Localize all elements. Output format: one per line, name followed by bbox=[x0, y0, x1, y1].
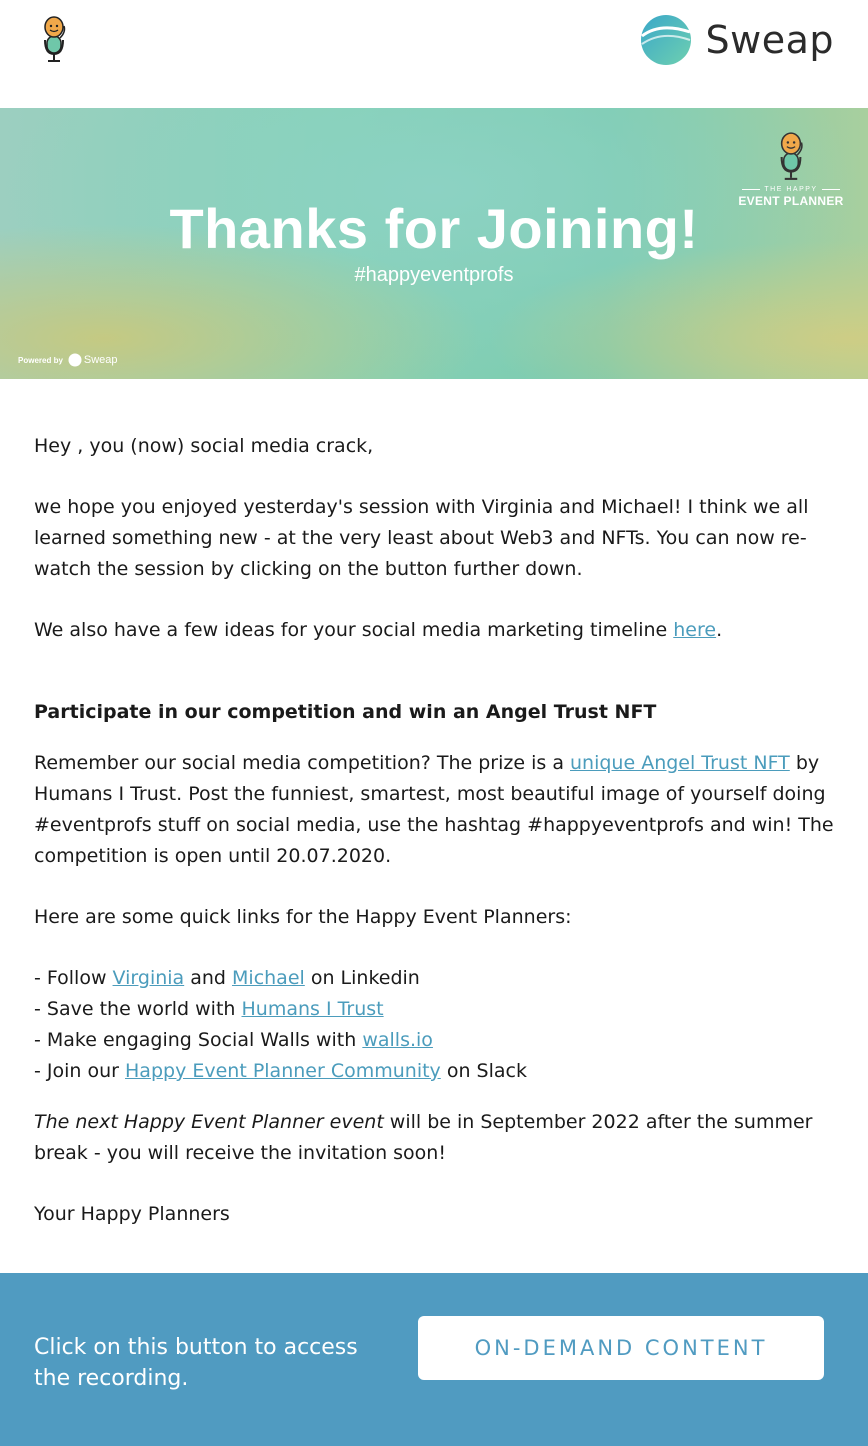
sweap-logo-icon bbox=[68, 353, 82, 367]
michael-linkedin-link[interactable]: Michael bbox=[232, 967, 305, 989]
walls-io-link[interactable]: walls.io bbox=[362, 1029, 433, 1051]
badge-line-1: THE HAPPY bbox=[738, 186, 844, 193]
ideas-paragraph: We also have a few ideas for your social media marketing timeline here. bbox=[34, 619, 723, 641]
quick-links-list bbox=[34, 963, 834, 1087]
happy-event-planner-badge bbox=[738, 130, 844, 208]
email-body bbox=[34, 431, 834, 1230]
mascot-microphone-icon bbox=[771, 130, 811, 182]
powered-by-sweap: Powered by Sweap bbox=[18, 354, 118, 366]
angel-trust-nft-link[interactable]: unique Angel Trust NFT bbox=[570, 752, 790, 774]
virginia-linkedin-link[interactable]: Virginia bbox=[112, 967, 185, 989]
community-slack-link[interactable]: Happy Event Planner Community bbox=[125, 1060, 441, 1082]
next-event-paragraph: The next Happy Event Planner event will be in September 2022 after the summer break - you will receive the invitation soon! bbox=[34, 1111, 813, 1164]
greeting: Hey , you (now) social media crack, bbox=[34, 435, 374, 457]
list-item: - Join our Happy Event Planner Community on Slack bbox=[34, 1060, 527, 1082]
hero-banner bbox=[0, 108, 868, 379]
sweap-wordmark: Sweap bbox=[705, 18, 834, 62]
email-header bbox=[0, 0, 868, 108]
sweap-logo bbox=[640, 12, 835, 68]
cta-text: Click on this button to access the recording. bbox=[34, 1335, 358, 1391]
quick-links-intro: Here are some quick links for the Happy Event Planners: bbox=[34, 906, 572, 928]
mascot-microphone-icon bbox=[36, 14, 72, 64]
list-item: - Make engaging Social Walls with walls.io bbox=[34, 1029, 433, 1051]
banner-title: Thanks for Joining! bbox=[169, 197, 699, 260]
list-item: - Save the world with Humans I Trust bbox=[34, 998, 384, 1020]
here-link[interactable]: here bbox=[673, 619, 717, 641]
list-item: - Follow Virginia and Michael on Linkedin bbox=[34, 967, 420, 989]
humans-i-trust-link[interactable]: Humans I Trust bbox=[241, 998, 384, 1020]
banner-hashtag: #happyeventprofs bbox=[354, 264, 514, 286]
sweap-logo-icon bbox=[640, 14, 692, 66]
competition-heading: Participate in our competition and win an Angel Trust NFT bbox=[34, 701, 657, 723]
badge-line-2: EVENT PLANNER bbox=[738, 194, 844, 208]
cta-footer bbox=[0, 1273, 868, 1446]
competition-paragraph: Remember our social media competition? The prize is a unique Angel Trust NFT by Humans I Trust. Post the funniest, smartest, most beautiful image of yourself doing #eventprofs stuff on social media, use the hashtag #happyeventprofs and win! The competition is open until 20.07.2020. bbox=[34, 752, 834, 867]
signoff: Your Happy Planners bbox=[34, 1203, 230, 1225]
intro-paragraph: we hope you enjoyed yesterday's session with Virginia and Michael! I think we all learned something new - at the very least about Web3 and NFTs. You can now re-watch the session by clicking on the button further down. bbox=[34, 496, 809, 580]
on-demand-content-button[interactable]: ON-DEMAND CONTENT bbox=[418, 1316, 824, 1380]
